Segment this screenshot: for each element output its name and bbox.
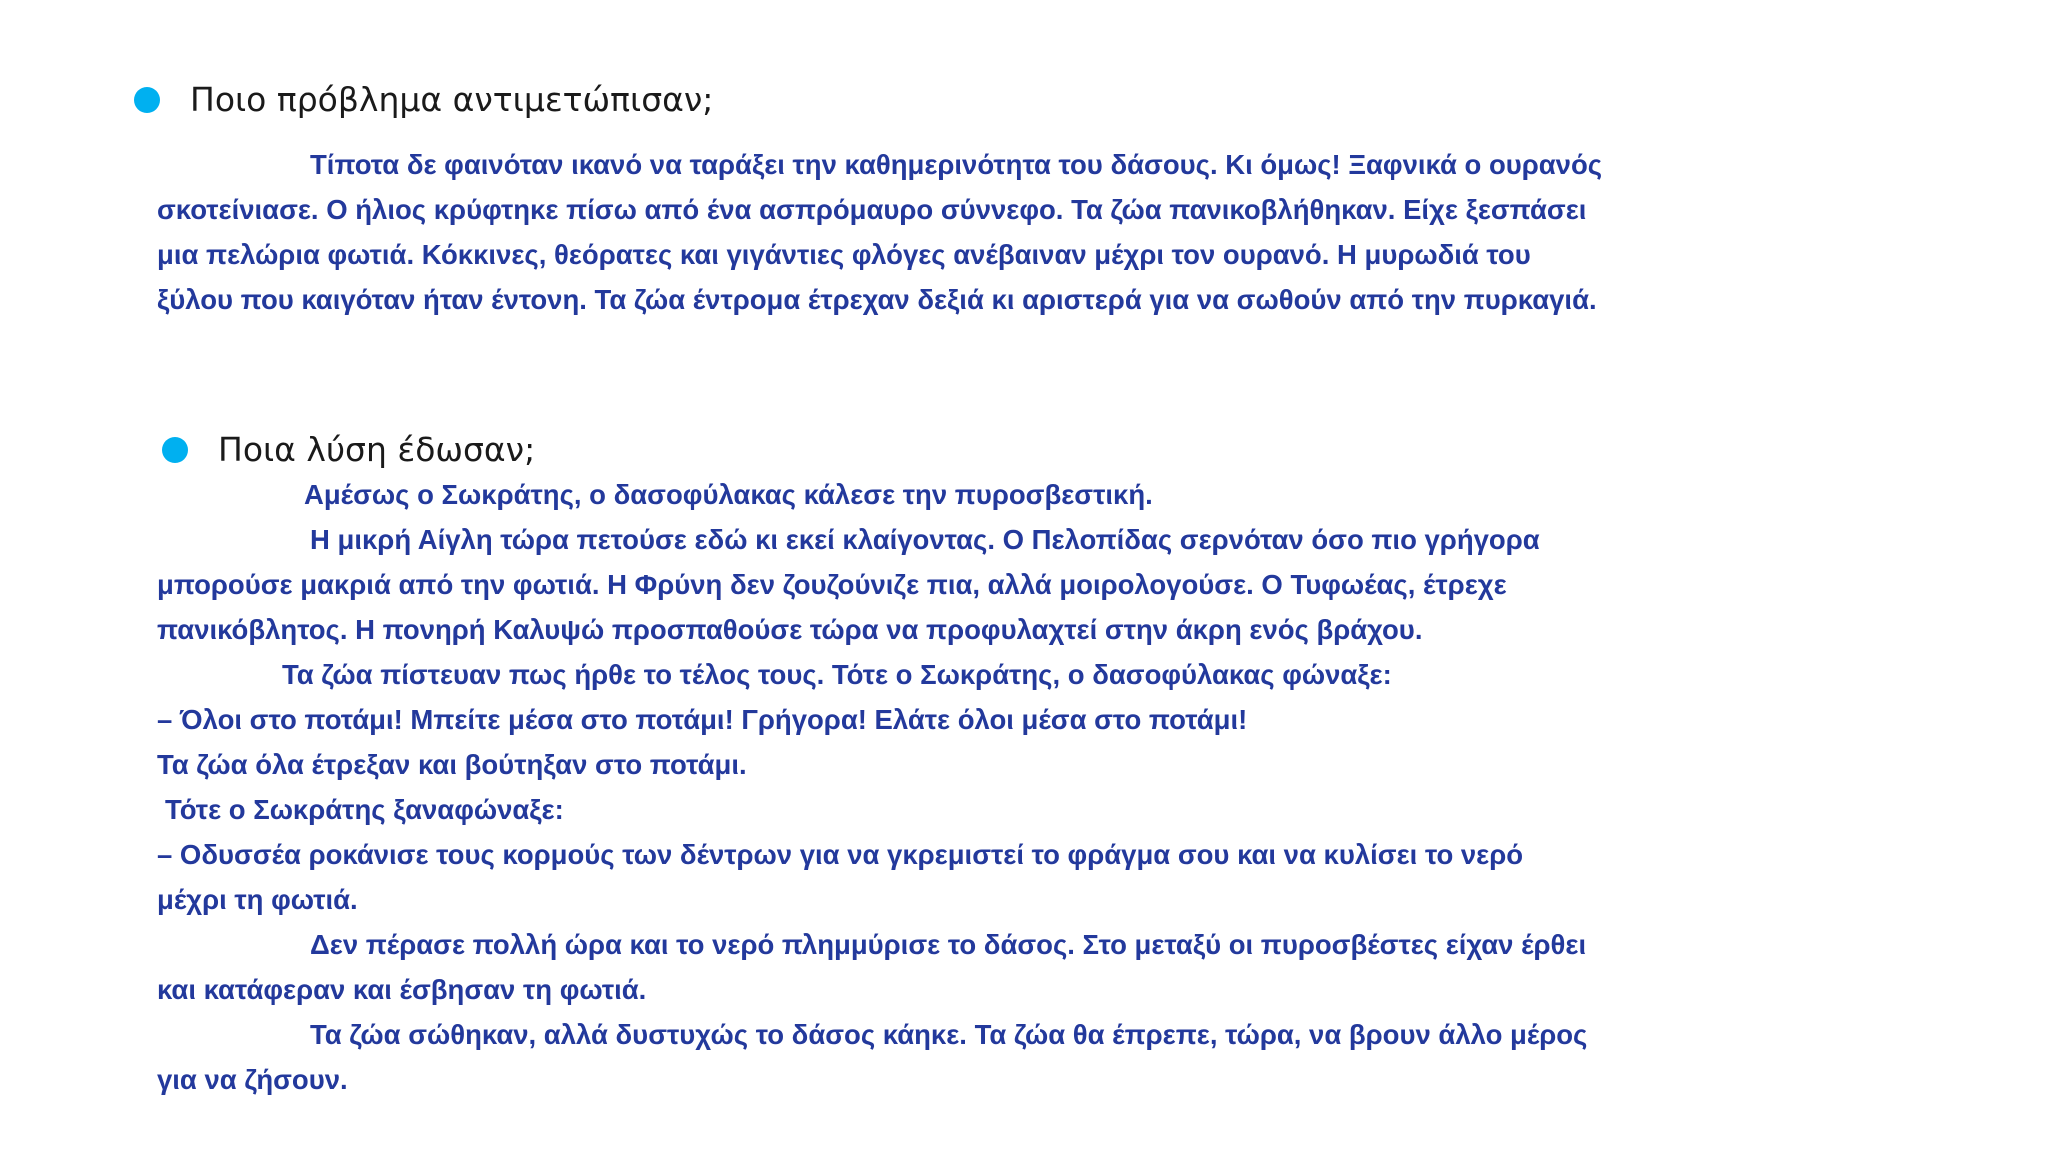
text-line: Η μικρή Αίγλη τώρα πετούσε εδώ κι εκεί κλαίγοντας. Ο Πελοπίδας σερνόταν όσο πιο γρήγορα xyxy=(310,524,1540,555)
text-line: σκοτείνιασε. Ο ήλιος κρύφτηκε πίσω από ένα ασπρόμαυρο σύννεφο. Τα ζώα πανικοβλήθηκαν. Είχε ξεσπάσει xyxy=(157,194,1587,225)
text-line: – Όλοι στο ποτάμι! Μπείτε μέσα στο ποτάμι! Γρήγορα! Ελάτε όλοι μέσα στο ποτάμι! xyxy=(157,704,1248,735)
text-line: – Οδυσσέα ροκάνισε τους κορμούς των δέντρων για να γκρεμιστεί το φράγμα σου και να κυλίσει το νερό xyxy=(157,839,1524,870)
text-line: Τα ζώα σώθηκαν, αλλά δυστυχώς το δάσος κάηκε. Τα ζώα θα έπρεπε, τώρα, να βρουν άλλο μέρος xyxy=(310,1019,1588,1050)
heading-solution: Ποια λύση έδωσαν; xyxy=(218,430,536,469)
text-line: Δεν πέρασε πολλή ώρα και το νερό πλημμύρισε το δάσος. Στο μεταξύ οι πυροσβέστες είχαν έρθει xyxy=(310,929,1587,960)
bullet-heading-solution xyxy=(162,430,535,469)
text-line: μπορούσε μακριά από την φωτιά. Η Φρύνη δεν ζουζούνιζε πια, αλλά μοιρολογούσε. Ο Τυφωέας, έτρεχε xyxy=(157,569,1507,600)
heading-problem: Ποιο πρόβλημα αντιμετώπισαν; xyxy=(190,80,714,119)
text-line: Αμέσως ο Σωκράτης, ο δασοφύλακας κάλεσε την πυροσβεστική. xyxy=(304,479,1153,510)
text-line: μια πελώρια φωτιά. Κόκκινες, θεόρατες και γιγάντιες φλόγες ανέβαιναν μέχρι τον ουρανό. Η μυρωδιά του xyxy=(157,239,1531,270)
bullet-dot-icon xyxy=(162,437,188,463)
bullet-heading-problem xyxy=(134,80,713,119)
text-line: πανικόβλητος. Η πονηρή Καλυψώ προσπαθούσε τώρα να προφυλαχτεί στην άκρη ενός βράχου. xyxy=(157,614,1423,645)
bullet-dot-icon xyxy=(134,87,160,113)
text-line: για να ζήσουν. xyxy=(157,1064,348,1095)
text-line: μέχρι τη φωτιά. xyxy=(157,884,358,915)
text-line: Τα ζώα πίστευαν πως ήρθε το τέλος τους. Τότε ο Σωκράτης, ο δασοφύλακας φώναξε: xyxy=(282,659,1392,690)
text-line: ξύλου που καιγόταν ήταν έντονη. Τα ζώα έντρομα έτρεχαν δεξιά κι αριστερά για να σωθούν από την πυρκαγιά. xyxy=(157,284,1597,315)
problem-paragraph xyxy=(157,142,1602,322)
text-line: και κατάφεραν και έσβησαν τη φωτιά. xyxy=(157,974,647,1005)
text-line: Τίποτα δε φαινόταν ικανό να ταράξει την καθημερινότητα του δάσους. Κι όμως! Ξαφνικά ο ουρανός xyxy=(310,149,1603,180)
solution-paragraph xyxy=(157,472,1587,1102)
text-line: Τότε ο Σωκράτης ξαναφώναξε: xyxy=(165,794,564,825)
text-line: Τα ζώα όλα έτρεξαν και βούτηξαν στο ποτάμι. xyxy=(157,749,747,780)
